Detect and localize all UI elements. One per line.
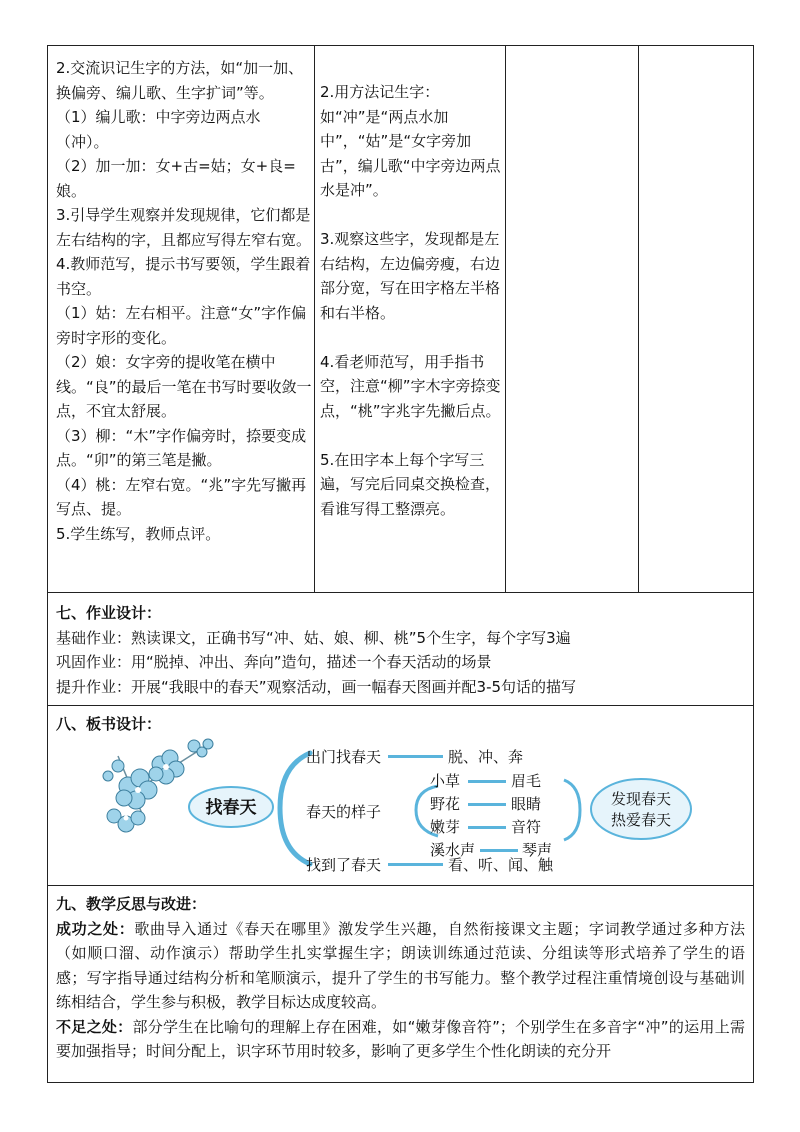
column-divider [314,46,315,592]
branch2-label: 春天的样子 [306,804,382,821]
branch1-value: 脱、冲、奔 [448,749,524,766]
pair-left: 嫩芽 [430,819,461,836]
connector [388,863,443,866]
teaching-steps-row [48,46,753,593]
teacher-step: 3.引导学生观察并发现规律，它们都是左右结构的字，且都应写得左窄右宽。 [56,206,312,249]
pair-right: 琴声 [522,842,553,859]
teacher-step: （1）姑：左右相平。注意“女”字作偏旁时字形的变化。 [56,304,307,347]
connector [468,780,506,783]
teacher-activity-cell [56,56,312,546]
branch3-value: 看、听、闻、触 [448,857,554,874]
pair-left: 野花 [430,796,461,813]
pair-left: 小草 [430,773,461,790]
student-activity-cell [320,80,505,521]
homework-title: 七、作业设计： [56,604,162,622]
pair-right: 眼睛 [511,796,542,813]
teacher-step: 5.学生练写，教师点评。 [56,524,221,543]
right-bracket [564,780,580,840]
weak-text: 部分学生在比喻句的理解上存在困难，如“嫩芽像音符”；个别学生在多音字“冲”的运用上需要加强指导；时间分配上，识字环节用时较多，影响了更多学生个性化朗读的充分开 [56,1017,745,1060]
connector [480,849,518,852]
homework-item: 巩固作业：用“脱掉、冲出、奔向”造句，描述一个春天活动的场景 [56,653,492,671]
board-diagram [48,706,753,886]
weakness-paragraph [56,1015,745,1064]
reflection-row [48,886,753,1082]
teacher-step: （3）柳：“木”字作偏旁时，捺要变成点。“卯”的第三笔是撇。 [56,426,307,469]
result-line: 发现春天 [610,791,672,808]
teacher-step: （1）编儿歌：中字旁边两点水（冲）。 [56,108,261,151]
homework-item: 提升作业：开展“我眼中的春天”观察活动，画一幅春天图画并配3-5句话的描写 [56,677,577,696]
connector [468,803,506,806]
student-step: 3.观察这些字，发现都是左右结构，左边偏旁瘦，右边部分宽，写在田字格左半格和右半格。 [320,230,501,322]
pair-right: 眉毛 [511,773,542,790]
pair-left: 溪水声 [430,842,476,859]
student-step: 5.在田字本上每个字写三遍，写完后同桌交换检查，看谁写得工整漂亮。 [320,450,501,518]
student-step: 4.看老师范写，用手指书空，注意“柳”字木字旁捺变点，“桃”字兆字先撇后点。 [320,352,501,420]
reflection-title: 九、教学反思与改进： [56,895,207,913]
board-design-row [48,706,753,886]
teacher-step: （2）娘：女字旁的提收笔在横中线。“良”的最后一笔在书写时要收敛一点，不宜太舒展。 [56,353,312,420]
board-title: 八、板书设计： [56,715,162,733]
branch3-label: 找到了春天 [306,857,382,874]
teacher-step: 4.教师范写，提示书写要领，学生跟着书空。 [56,255,311,298]
weak-label: 不足之处： [56,1017,133,1036]
column-divider [505,46,506,592]
homework-row [48,593,753,706]
lesson-plan-table [47,45,754,1083]
teacher-step: （2）加一加：女+古=姑；女+良=娘。 [56,157,296,200]
homework-item: 基础作业：熟读课文，正确书写“冲、姑、娘、柳、桃”5个生字，每个字写3遍 [56,628,571,647]
result-line: 热爱春天 [610,812,672,829]
success-label: 成功之处： [56,919,135,938]
teacher-step: 2.交流识记生字的方法，如“加一加、换偏旁、编儿歌、生字扩词”等。 [56,59,304,102]
pair-right: 音符 [511,819,542,836]
homework-section [56,601,745,699]
column-divider [638,46,639,592]
success-paragraph [56,917,745,1015]
result-bubble [591,779,691,839]
connector [388,755,443,758]
teacher-step: （4）桃：左窄右宽。“兆”字先写撇再写点、提。 [56,475,307,518]
student-step: 2.用方法记生字：如“冲”是“两点水加中”，“姑”是“女字旁加古”，编儿歌“中字旁边两点水是冲”。 [320,83,501,199]
connector [468,826,506,829]
branch1-label: 出门找春天 [306,749,382,766]
success-text: 歌曲导入通过《春天在哪里》激发学生兴趣，自然衔接课文主题；字词教学通过多种方法（如顺口溜、动作演示）帮助学生扎实掌握生字；朗读训练通过范读、分组读等形式培养了学生的语感；写字指导通过结构分析和笔顺演示，提升了学生的书写能力。整个教学过程注重情境创设与基础训练相结合，学生参与积极，教学目标达成度较高。 [56,919,745,1011]
reflection-section [56,892,745,1064]
board-center-text: 找春天 [205,798,257,817]
